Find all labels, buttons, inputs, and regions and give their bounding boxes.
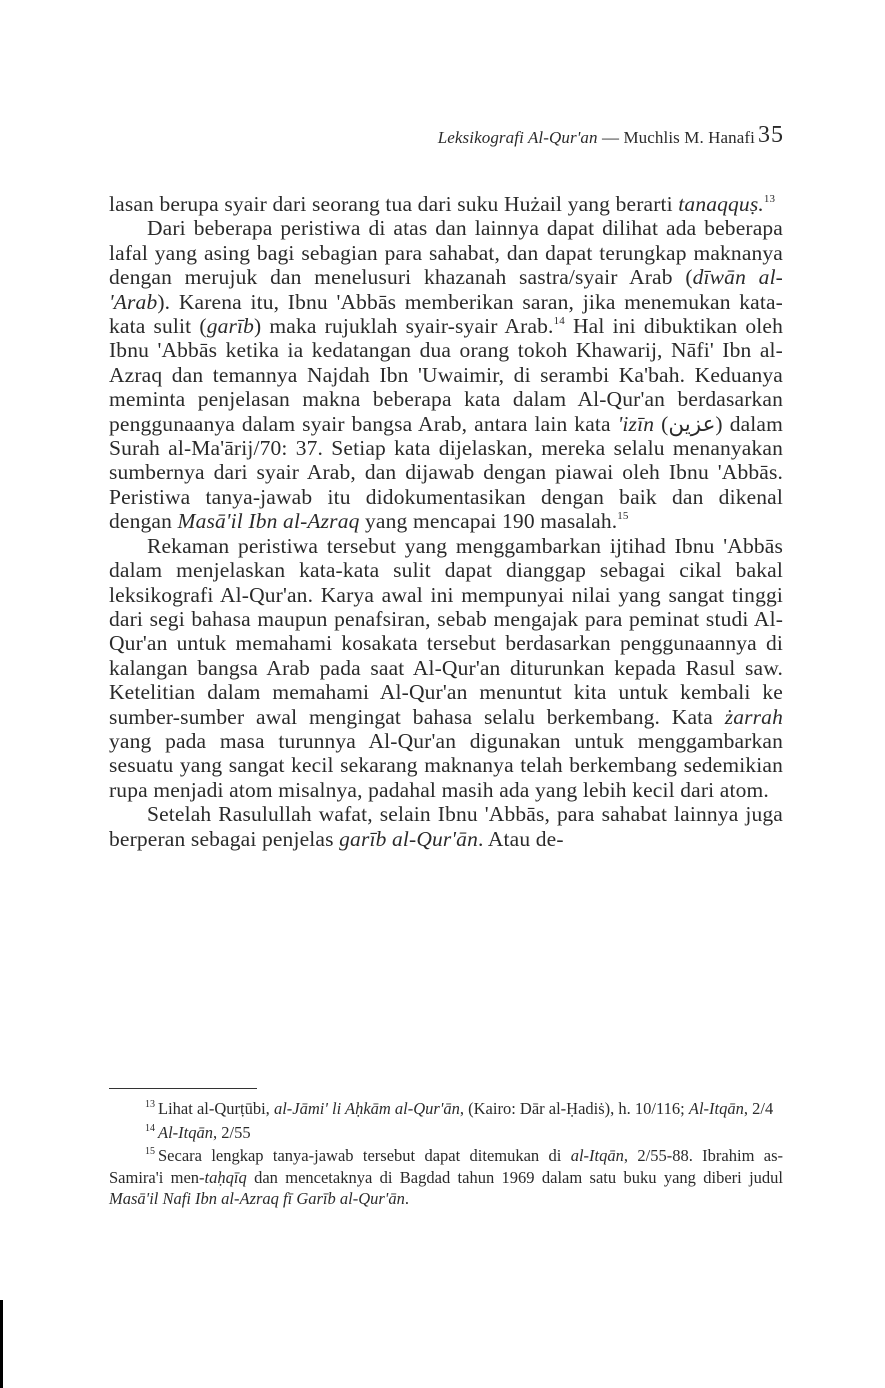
footnote-ref-14: 14 (553, 315, 565, 328)
footnote-15 (109, 1145, 783, 1210)
fn13-a: Lihat al-Qurṭūbi, (158, 1099, 274, 1118)
p4-a: Setelah Rasulullah wafat, selain Ibnu 'Abbās, para sahabat lainnya juga berperan sebagai penjelas (109, 802, 783, 851)
p2-b: ). Karena itu, Ibnu 'Abbās memberikan saran, jika menemukan kata-kata sulit ( (109, 289, 783, 339)
fn15-a: Secara lengkap tanya-jawab tersebut dapat ditemukan di (158, 1146, 571, 1165)
p4-b: . Atau de- (477, 826, 564, 851)
p2-e-italic: Masā'il Ibn al-Azraq (177, 509, 360, 534)
p1-italic: tanaqquṣ. (678, 192, 764, 216)
book-title: Leksikografi Al-Qur'an (437, 128, 598, 147)
p1-text: lasan berupa syair dari seorang tua dari suku Hużail yang berarti (109, 192, 679, 216)
scan-edge-mark (0, 1300, 3, 1388)
p2-e: dalam Surah al-Ma'ārij/70: 37. Setiap kata dijelaskan, mereka selalu menanyakan sumbernya dari syair Arab, dan dijawab dengan piawai oleh Ibnu 'Abbās. Peristiwa tanya-jawab itu didokumentasikan dengan baik dan dikenal dengan (109, 411, 783, 534)
p3-a-italic: żarrah (724, 704, 783, 729)
p3-a: Rekaman peristiwa tersebut yang menggambarkan ijtihad Ibnu 'Abbās dalam menjelaskan kata-kata sulit dapat dianggap sebagai cikal bakal leksikografi Al-Qur'an. Karya awal ini mempunyai nilai yang sangat tinggi dari segi bahasa maupun penafsiran, sebab mengajak para peminat studi Al-Qur'an untuk memahami kosakata tersebut berdasarkan penggunaannya di kalangan bangsa Arab pada saat Al-Qur'an diturunkan kepada Rasul saw. Ketelitian dalam memahami Al-Qur'an menuntut kita untuk kembali ke sumber-sumber awal mengingat bahasa selalu berkembang. Kata (109, 533, 783, 729)
footnotes (109, 1098, 783, 1212)
page-number: 35 (758, 122, 784, 148)
footnote-13 (109, 1098, 783, 1120)
fn14-a: , 2/55 (213, 1122, 251, 1142)
footnote-number: 13 (145, 1099, 155, 1110)
paragraph-4 (109, 802, 783, 851)
p4-a-italic: garīb al-Qur'ān (339, 826, 478, 851)
fn13-c: , 2/4 (743, 1099, 774, 1118)
p2-d-italic: 'izīn (617, 411, 655, 436)
fn15-c: dan mencetaknya di Bagdad tahun 1969 dalam satu buku yang diberi judul (246, 1167, 783, 1187)
fn14-a-italic: Al-Itqān (158, 1122, 213, 1142)
p2-a: Dari beberapa peristiwa di atas dan lainnya dapat dilihat ada beberapa lafal yang asing bagi sebagian para sahabat, dan dapat terungkap maknanya dengan merujuk dan menelusuri khazanah sastra/syair Arab ( (109, 216, 783, 290)
fn15-a-italic: al-Itqān (570, 1146, 624, 1165)
paragraph-3 (109, 534, 783, 802)
running-header (0, 122, 885, 162)
fn15-b-italic: taḥqīq (204, 1167, 247, 1187)
footnote-ref-15: 15 (617, 510, 629, 523)
arabic-word: (عزين) (661, 411, 723, 436)
fn15-b: , 2/55-88. Ibrahim as-Samira'i men- (109, 1146, 783, 1187)
p2-c: ) maka rujuklah syair-syair Arab. (254, 314, 554, 339)
fn13-b: , (Kairo: Dār al-Ḥadiṡ), h. 10/116; (459, 1099, 689, 1118)
body-text (109, 192, 783, 851)
running-title (438, 128, 755, 148)
fn15-c-italic: Masā'il Nafi Ibn al-Azraq fī Garīb al-Qur'ān (109, 1189, 405, 1208)
footnote-ref-13: 13 (763, 193, 776, 205)
footnote-rule (109, 1088, 257, 1089)
footnote-14 (109, 1122, 783, 1144)
p2-b-italic: garīb (206, 314, 255, 339)
fn13-a-italic: al-Jāmi' li Aḥkām al-Qur'ān (273, 1099, 460, 1118)
footnote-number: 15 (145, 1146, 155, 1157)
p3-b: yang pada masa turunnya Al-Qur'an digunakan untuk menggambarkan sesuatu yang sangat kecil sekarang maknanya telah berkembang sedemikian rupa menjadi atom misalnya, padahal masih ada yang lebih kecil dari atom. (109, 728, 783, 802)
fn13-b-italic: Al-Itqān (688, 1099, 744, 1118)
footnote-number: 14 (145, 1122, 155, 1134)
p2-a-italic: dīwān al-'Arab (109, 265, 783, 314)
p2-f: yang mencapai 190 masalah. (359, 509, 618, 534)
title-separator: — (597, 128, 624, 147)
p2-d: Hal ini dibuktikan oleh Ibnu 'Abbās ketika ia kedatangan dua orang tokoh Khawarij, Nāfi' Ibn al-Azraq dan temannya Najdah Ibn 'Uwaimir, di serambi Ka'bah. Keduanya meminta penjelasan makna beberapa kata dalam Al-Qur'an berdasarkan penggunaanya dalam syair bangsa Arab, antara lain kata (109, 314, 783, 436)
fn15-d: . (404, 1189, 409, 1208)
paragraph-2 (109, 216, 783, 533)
paragraph-1 (109, 192, 783, 216)
author-name: Muchlis M. Hanafi (623, 128, 755, 147)
